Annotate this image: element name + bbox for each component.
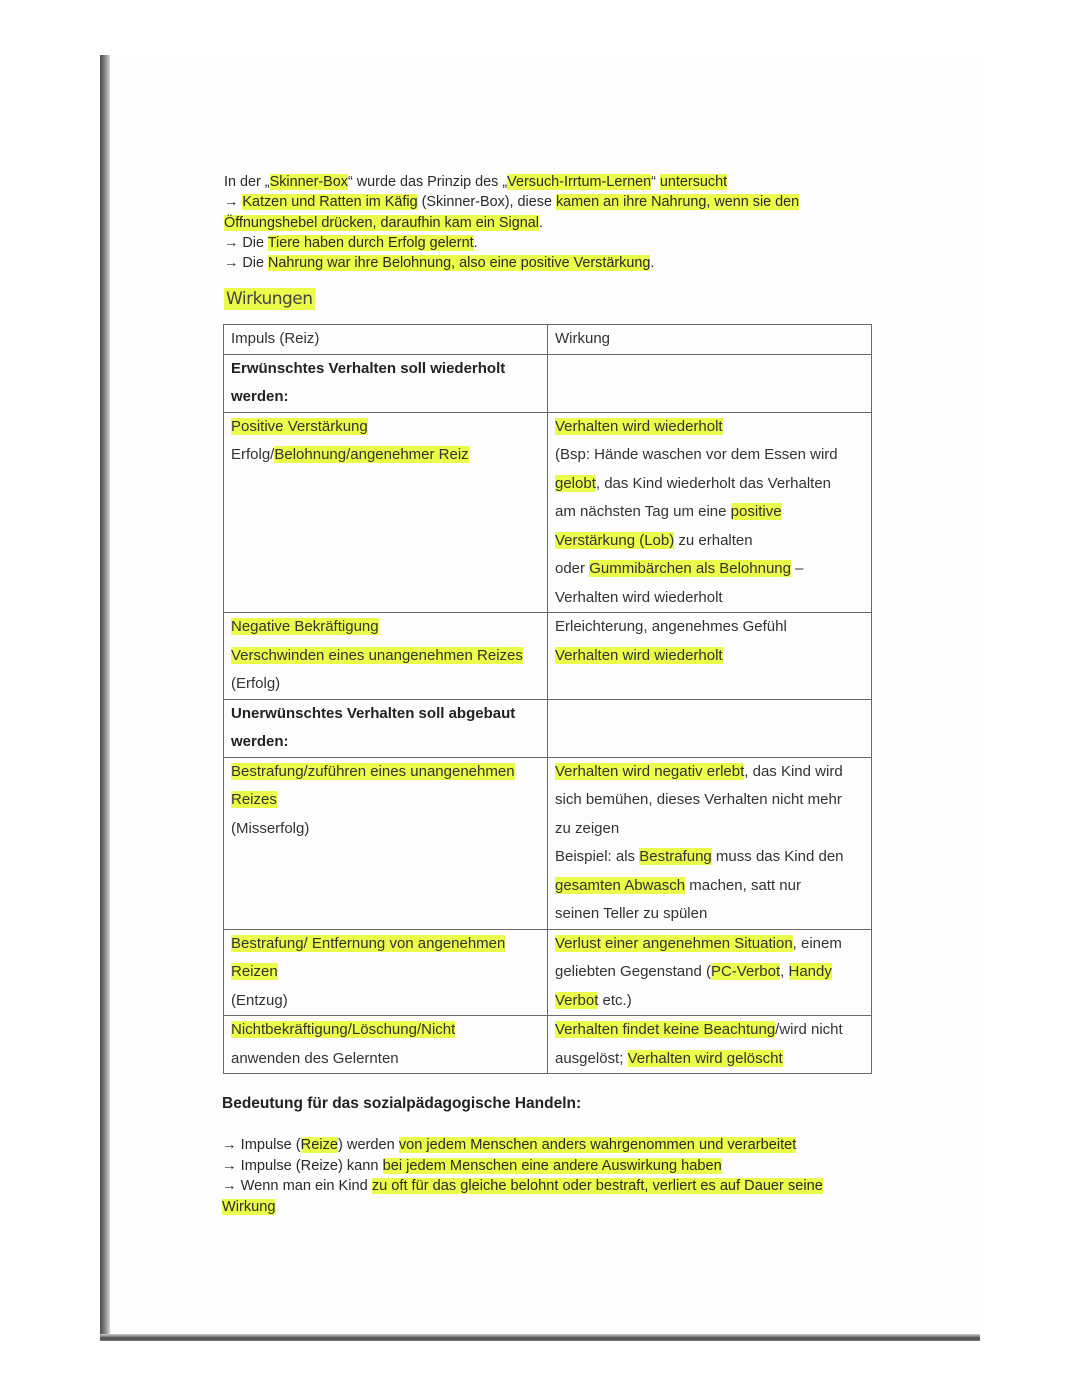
table-header-row (224, 325, 872, 355)
cell-line (555, 958, 864, 987)
meaning-line-2 (222, 1156, 892, 1177)
cell-line (231, 613, 540, 642)
cell-line (555, 498, 864, 527)
meaning-line-3 (222, 1176, 892, 1197)
meaning-line-4 (222, 1197, 892, 1218)
highlight: bei jedem Menschen eine andere Auswirkung haben (382, 1157, 722, 1174)
cell-line: Erleichterung, angenehmes Gefühl (555, 618, 787, 635)
intro-paragraph (224, 172, 884, 273)
highlight: PC-Verbot (710, 963, 781, 980)
cell-line (231, 1016, 540, 1045)
highlight: Bestrafung/zuführen eines unangenehmen (231, 762, 515, 780)
highlight: zu oft für das gleiche belohnt oder bestraft, verliert es auf Dauer seine (371, 1178, 823, 1194)
cell-line: (Bsp: Hände waschen vor dem Essen wird (555, 446, 838, 463)
cell-line (231, 958, 540, 987)
text: zu erhalten (674, 531, 753, 549)
group-row-desired (224, 354, 872, 412)
group-undesired-label: Unerwünschtes Verhalten soll abgebaut werden: (224, 699, 548, 757)
intro-line-5 (224, 253, 884, 273)
cell-line: (Erfolg) (231, 675, 281, 692)
cell-line (555, 987, 864, 1016)
intro-line-2 (224, 192, 884, 212)
text: . (538, 214, 543, 231)
highlight: Verhalten wird wiederholt (555, 417, 723, 435)
highlight: Verhalten wird wiederholt (555, 646, 723, 664)
text: Erfolg/ (231, 446, 275, 463)
cell-line: Verhalten wird wiederholt (555, 588, 723, 606)
meaning-title: Bedeutung für das sozialpädagogische Handeln: (222, 1095, 582, 1112)
highlight: von jedem Menschen anders wahrgenommen und verarbeitet (398, 1137, 797, 1153)
text: , das Kind wird (744, 762, 843, 780)
highlight: Verlust einer angenehmen Situation (555, 934, 793, 952)
cell-line (555, 527, 864, 556)
highlight: Belohnung/angenehmer Reiz (274, 446, 469, 463)
highlight: Handy (788, 963, 832, 980)
cell-line (231, 441, 540, 470)
impulse-cell (224, 1016, 548, 1074)
cell-line (231, 758, 540, 787)
cell-line (555, 930, 864, 959)
text: muss das Kind den (711, 848, 844, 865)
highlight: Versuch-Irrtum-Lernen (507, 174, 652, 190)
cell-line: anwenden des Gelernten (231, 1049, 399, 1067)
highlight: Katzen und Ratten im Käfig (242, 194, 418, 211)
cell-line (555, 413, 864, 442)
text: “ (651, 174, 660, 190)
effect-cell (548, 1016, 872, 1074)
cell-line (231, 786, 540, 815)
table-row (224, 929, 872, 1016)
header-effect: Wirkung (548, 325, 872, 355)
effect-cell (548, 929, 872, 1016)
impulse-cell (224, 412, 548, 613)
effects-table (223, 324, 872, 1074)
group-desired-label: Erwünschtes Verhalten soll wiederholt werden: (224, 354, 548, 412)
cell-line: (Misserfolg) (231, 819, 310, 837)
highlight: / Entfernung von angenehmen (303, 934, 506, 952)
table-row (224, 613, 872, 700)
cell-line (231, 930, 540, 959)
meaning-list (222, 1135, 892, 1217)
empty-cell (548, 699, 872, 757)
highlight: positive (730, 503, 782, 520)
scan-shadow-bottom (100, 1334, 980, 1341)
table-row (224, 412, 872, 613)
cell-line: (Entzug) (231, 991, 288, 1009)
intro-line-1 (224, 172, 884, 192)
intro-line-3 (224, 213, 884, 233)
cell-line: zu zeigen (555, 819, 620, 837)
highlight: Wirkung (222, 1198, 276, 1215)
text: etc.) (598, 991, 632, 1009)
highlight: gelobt (555, 474, 596, 492)
impulse-cell (224, 929, 548, 1016)
highlight: Reizen (231, 963, 278, 980)
cell-line (231, 642, 540, 671)
text: → Impulse ( (222, 1137, 301, 1153)
cell-line: seinen Teller zu spülen (555, 905, 708, 922)
cell-line (231, 413, 540, 442)
cell-line (555, 470, 864, 499)
highlight: Öffnungshebel drücken, daraufhin kam ein Signal (224, 214, 539, 231)
text: , (780, 963, 789, 980)
effect-cell (548, 412, 872, 613)
cell-line (555, 1016, 864, 1045)
text: , das Kind wiederholt das Verhalten (595, 474, 832, 492)
highlight: gesamten Abwasch (555, 876, 686, 894)
table-row (224, 757, 872, 929)
text: – (791, 560, 804, 577)
table-row (224, 1016, 872, 1074)
text: am nächsten Tag um eine (555, 503, 731, 520)
intro-line-4 (224, 233, 884, 253)
impulse-cell (224, 613, 548, 700)
text: /wird nicht (775, 1021, 843, 1038)
meaning-line-1 (222, 1135, 892, 1156)
highlight: Nichtbekräftigung/Löschung/Nicht (231, 1021, 456, 1038)
highlight: Verschwinden eines unangenehmen Reizes (231, 646, 523, 664)
impulse-cell (224, 757, 548, 929)
empty-cell (548, 354, 872, 412)
highlight: Bestrafung (639, 848, 712, 865)
highlight: Reizes (231, 791, 277, 808)
cell-line: sich bemühen, dieses Verhalten nicht mehr (555, 791, 842, 808)
highlight: untersucht (659, 174, 728, 190)
highlight: kamen an ihre Nahrung, wenn sie den (555, 194, 800, 211)
text: machen, satt nur (685, 876, 801, 894)
highlight: Verstärkung (Lob) (555, 531, 675, 549)
cell-line (555, 843, 864, 872)
arrow: → (224, 194, 243, 211)
text: (Skinner-Box), diese (417, 194, 556, 211)
text: . (650, 255, 655, 272)
text: , einem (792, 934, 842, 952)
text: In der „ (224, 174, 270, 190)
highlight: Nahrung war ihre Belohnung, also eine positive Verstärkung (267, 255, 651, 272)
text: → Impulse (Reize) kann (222, 1157, 383, 1174)
text: “ wurde das Prinzip des „ (347, 174, 508, 190)
cell-line (555, 1045, 864, 1074)
highlight: Negative Bekräftigung (231, 618, 379, 635)
effect-cell (548, 757, 872, 929)
text: . (473, 234, 478, 251)
highlight: Skinner-Box (269, 174, 348, 190)
highlight: Verbot (555, 991, 599, 1009)
scan-shadow-left (100, 55, 110, 1340)
highlight: Gummibärchen als Belohnung (589, 560, 791, 577)
text: ) werden (337, 1137, 399, 1153)
text: ausgelöst; (555, 1049, 628, 1067)
highlight: Reize (300, 1137, 338, 1153)
highlight: Verhalten wird gelöscht (627, 1049, 783, 1067)
highlight: Verhalten findet keine Beachtung (555, 1021, 776, 1038)
highlight: Tiere haben durch Erfolg gelernt (267, 234, 474, 251)
text: → Wenn man ein Kind (222, 1178, 372, 1194)
group-row-undesired (224, 699, 872, 757)
text: oder (555, 560, 590, 577)
text: geliebten Gegenstand ( (555, 963, 711, 980)
effect-cell (548, 613, 872, 700)
cell-line (555, 555, 864, 584)
highlight: Verhalten wird negativ erlebt (555, 762, 745, 780)
header-impulse: Impuls (Reiz) (224, 325, 548, 355)
text: Beispiel: als (555, 848, 640, 865)
cell-line (555, 872, 864, 901)
highlight: Bestrafung (231, 934, 304, 952)
section-heading-wirkungen: Wirkungen (226, 289, 313, 309)
text: → Die (224, 234, 268, 251)
text: → Die (224, 255, 268, 272)
highlight: Positive Verstärkung (231, 417, 368, 435)
cell-line (555, 758, 864, 787)
cell-line (555, 642, 864, 671)
